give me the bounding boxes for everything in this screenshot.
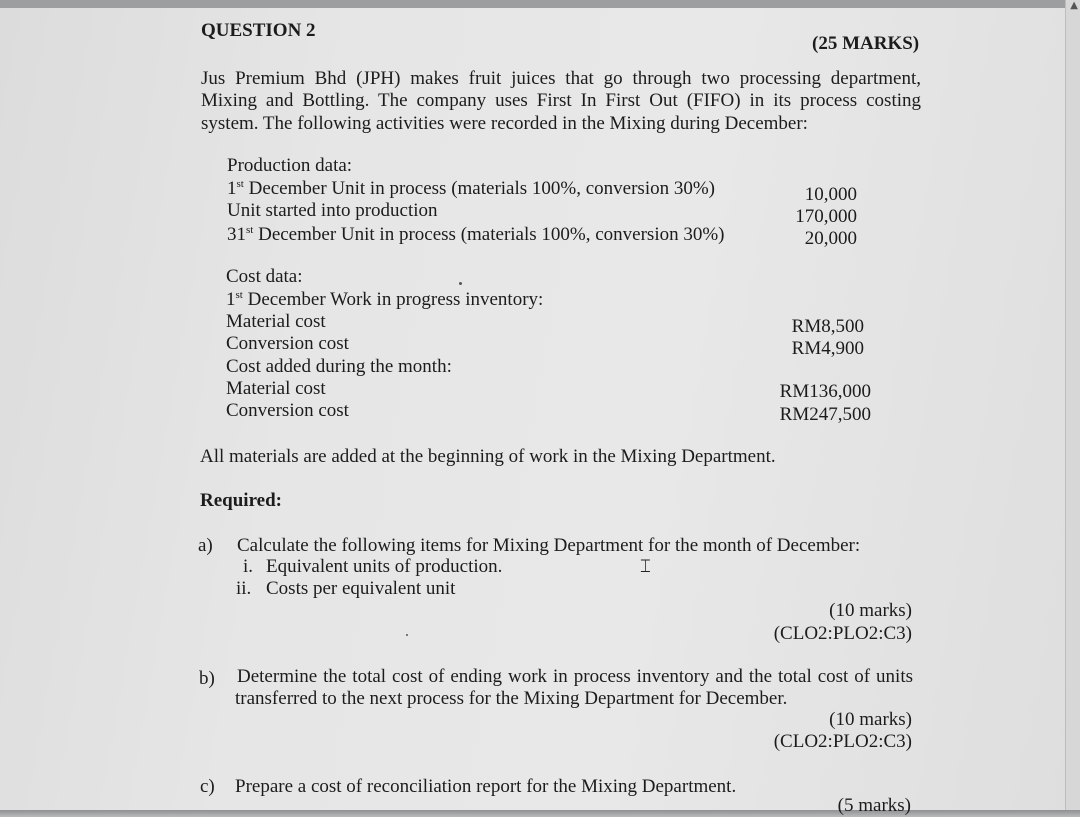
production-value-1: 10,000: [804, 184, 857, 205]
production-row-2: Unit started into production: [227, 200, 438, 221]
cost-wip-label: 1st December Work in progress inventory:: [226, 289, 544, 310]
part-a-item-1: Equivalent units of production.: [266, 556, 503, 577]
window-top-edge: [0, 0, 1080, 8]
materials-note: All materials are added at the beginning of work in the Mixing Department.: [200, 446, 776, 467]
cost-conversion-label: Conversion cost: [226, 333, 349, 354]
cost-conversion-value: RM4,900: [791, 338, 864, 359]
production-heading: Production data:: [227, 155, 353, 176]
text-cursor-icon: ⌶: [640, 556, 651, 577]
part-c-text: Prepare a cost of reconciliation report for the Mixing Department.: [235, 776, 737, 797]
intro-line-2: Mixing and Bottling. The company uses First In First Out (FIFO) in its process costing: [201, 90, 921, 111]
cost-added-conversion-label: Conversion cost: [226, 400, 349, 421]
part-b-line-2: transferred to the next process for the Mixing Department for December.: [235, 688, 788, 709]
question-title: QUESTION 2: [201, 20, 316, 41]
part-b-clo: (CLO2:PLO2:C3): [773, 731, 912, 752]
part-c-label: c): [200, 776, 215, 797]
part-a-item-2-num: ii.: [236, 578, 252, 599]
part-b-line-1: Determine the total cost of ending work in process inventory and the total cost of units: [237, 666, 913, 687]
production-row-3: 31st December Unit in process (materials 100%, conversion 30%): [227, 224, 725, 245]
cost-material-label: Material cost: [226, 311, 326, 332]
part-c-marks: (5 marks): [837, 795, 911, 816]
cost-added-conversion-value: RM247,500: [779, 404, 871, 425]
scroll-up-arrow-icon[interactable]: ▲: [1070, 0, 1078, 11]
part-b-marks: (10 marks): [829, 709, 912, 730]
production-value-2: 170,000: [795, 206, 857, 227]
production-row-1: 1st December Unit in process (materials 100%, conversion 30%): [227, 178, 716, 199]
part-a-clo: (CLO2:PLO2:C3): [773, 623, 912, 644]
total-marks: (25 MARKS): [812, 33, 920, 54]
cost-heading: Cost data:: [226, 266, 303, 287]
part-a-text: Calculate the following items for Mixing Department for the month of December:: [237, 535, 861, 556]
speck-2: [406, 634, 408, 636]
part-a-item-1-num: i.: [243, 556, 254, 577]
part-a-label: a): [198, 535, 213, 556]
scrollbar[interactable]: [1065, 0, 1080, 810]
part-a-item-2: Costs per equivalent unit: [266, 578, 456, 599]
cost-added-label: Cost added during the month:: [226, 356, 452, 377]
part-b-label: b): [199, 668, 215, 689]
cost-added-material-value: RM136,000: [779, 381, 871, 402]
speck: [459, 282, 462, 285]
part-a-marks: (10 marks): [829, 600, 912, 621]
intro-line-3: system. The following activities were recorded in the Mixing during December:: [201, 113, 808, 134]
cost-added-material-label: Material cost: [226, 378, 326, 399]
intro-line-1: Jus Premium Bhd (JPH) makes fruit juices that go through two processing department,: [201, 68, 921, 89]
production-value-3: 20,000: [804, 228, 857, 249]
cost-material-value: RM8,500: [791, 316, 864, 337]
required-heading: Required:: [200, 490, 282, 511]
